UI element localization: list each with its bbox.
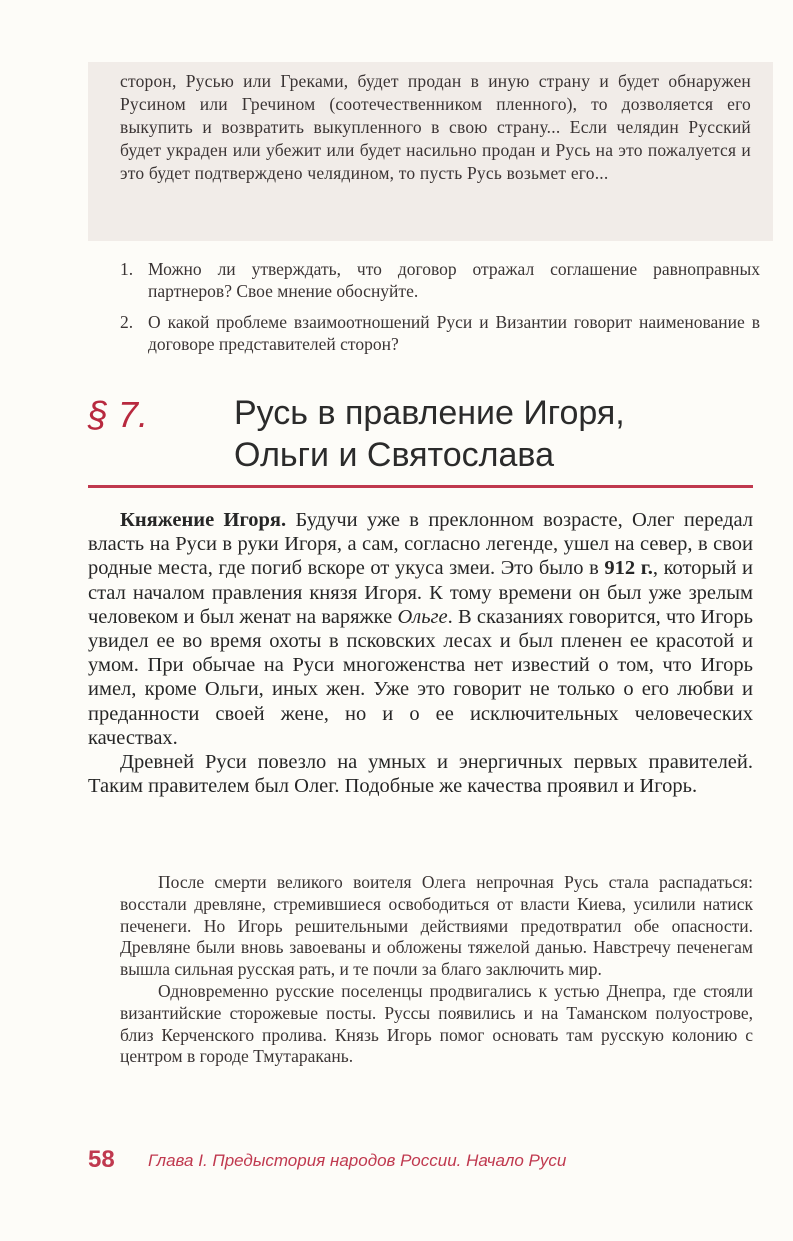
name-highlight: Ольге xyxy=(397,605,448,628)
section-heading xyxy=(88,392,753,482)
section-number: § 7. xyxy=(88,394,149,435)
question-number: 1. xyxy=(120,259,134,279)
paragraph-text: , который и стал началом правления князя Игоря. К тому времени он был уже зрелым человеком и был женат на варяжке xyxy=(88,557,754,628)
question-item xyxy=(120,311,760,355)
chapter-title: Глава I. Предыстория народов России. Начало Руси xyxy=(148,1151,567,1170)
section-title-line1: Русь в правление Игоря, xyxy=(234,394,625,432)
page-number: 58 xyxy=(88,1146,115,1173)
paragraph-text: . В сказаниях говорится, что Игорь увидел ее во время охоты в псковских лесах и был пленен ее красотой и умом. При обычае на Руси многоженства нет известий о том, что Игорь имел, кроме Ольги, иных жен. Уже это говорит не только о его любви и преданности своей жене, но и о ее исключительных человеческих качествах. xyxy=(88,605,753,749)
main-paragraph-2: Древней Руси повезло на умных и энергичных первых правителей. Таким правителем был Олег. Подобные же качества проявил и Игорь. xyxy=(88,751,753,798)
inset-text xyxy=(120,872,753,1068)
question-text: Можно ли утверждать, что договор отражал соглашение равноправных партнеров? Свое мнение обоснуйте. xyxy=(148,259,760,301)
main-paragraph-1 xyxy=(88,508,753,750)
paragraph-heading: Княжение Игоря. xyxy=(120,509,287,531)
year-highlight: 912 г. xyxy=(604,557,653,580)
inset-paragraph-1: После смерти великого воителя Олега непрочная Русь стала распадаться: восстали древляне, стремившиеся освободиться от власти Киева, усилили натиск печенеги. Но Игорь решительными действиями предотвратил обе опасности. Древляне были вновь завоеваны и обложены тяжелой данью. Навстречу печенегам вышла сильная русская рать, и те почли за благо заключить мир. xyxy=(120,872,753,980)
main-text xyxy=(88,508,753,798)
section-divider xyxy=(88,485,753,488)
section-title-line2: Ольги и Святослава xyxy=(234,436,554,474)
page-footer xyxy=(88,1146,753,1176)
question-item xyxy=(120,258,760,302)
questions-list xyxy=(120,258,760,364)
question-number: 2. xyxy=(120,312,134,332)
source-excerpt-text: сторон, Русью или Греками, будет продан в иную страну и будет обнаружен Русином или Гречином (соотечественником пленного), то дозволяется его выкупить и возвратить выкупленного в свою страну... Если челядин Русский будет украден или убежит или будет насильно продан и Русь на это пожалуется и это будет подтверждено челядином, то пусть Русь возьмет его... xyxy=(120,71,751,183)
paragraph-text: Будучи уже в преклонном возрасте, Олег передал власть на Руси в руки Игоря, а сам, согласно легенде, ушел на север, в свои родные места, где погиб вскоре от укуса змеи. Это было в xyxy=(88,509,754,580)
source-excerpt-box xyxy=(88,62,773,241)
section-title xyxy=(234,392,625,476)
inset-paragraph-2: Одновременно русские поселенцы продвигались к устью Днепра, где стояли византийские сторожевые посты. Руссы появились и на Таманском полуострове, близ Керченского пролива. Князь Игорь помог основать там русскую колонию с центром в городе Тмутаракань. xyxy=(120,980,753,1067)
question-text: О какой проблеме взаимоотношений Руси и Византии говорит наименование в договоре представителей сторон? xyxy=(148,312,760,354)
